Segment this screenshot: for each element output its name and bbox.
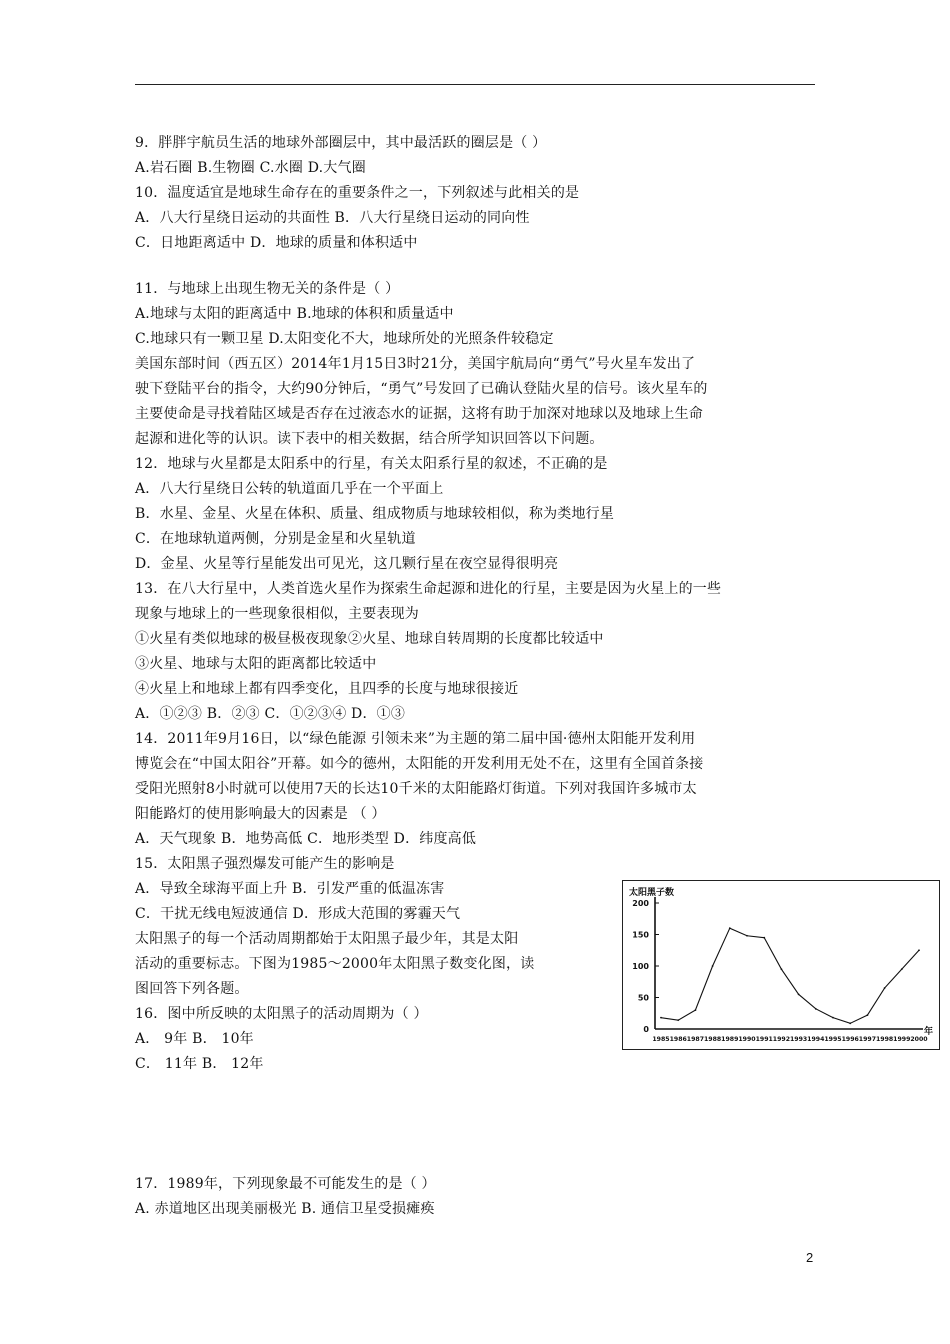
chart-title: 太阳黑子数 [629, 888, 675, 898]
x-tick-label: 1992 [772, 1036, 791, 1043]
text-line: 15．太阳黑子强烈爆发可能产生的影响是 [135, 856, 395, 872]
x-tick-label: 1986 [669, 1036, 687, 1043]
data-point [867, 1014, 869, 1016]
text-line: ③火星、地球与太阳的距离都比较适中 [135, 656, 377, 672]
text-line: 驶下登陆平台的指令，大约90分钟后，“勇气”号发回了已确认登陆火星的信号。该火星车的 [135, 381, 708, 397]
x-tick-label: 2000 [910, 1036, 928, 1043]
text-line: ①火星有类似地球的极昼极夜现象②火星、地球自转周期的长度都比较适中 [135, 631, 604, 647]
data-point [781, 968, 783, 970]
series-line [661, 928, 919, 1023]
data-point [712, 965, 714, 967]
text-line: D．金星、火星等行星能发出可见光，这几颗行星在夜空显得很明亮 [135, 556, 559, 572]
data-point [798, 993, 800, 995]
y-tick-label: 150 [632, 930, 649, 940]
x-tick-label: 1998 [875, 1036, 894, 1043]
text-line: C．干扰无线电短波通信 D．形成大范围的雾霾天气 [135, 906, 461, 922]
x-tick-label: 1989 [721, 1036, 739, 1043]
text-line: A.岩石圈 B.生物圈 C.水圈 D.大气圈 [135, 160, 366, 176]
y-tick-label: 0 [643, 1025, 649, 1034]
text-line: A．八大行星绕日公转的轨道面几乎在一个平面上 [135, 481, 444, 497]
text-line: C.地球只有一颗卫星 D.太阳变化不大，地球所处的光照条件较稳定 [135, 331, 554, 347]
text-line: 14．2011年9月16日，以“绿色能源 引领未来”为主题的第二届中国·德州太阳能开发利用 [135, 731, 696, 747]
data-point [832, 1017, 834, 1019]
text-line: A．天气现象 B．地势高低 C．地形类型 D．纬度高低 [135, 831, 477, 847]
x-tick-label: 1985 [652, 1036, 670, 1043]
header-rule [135, 84, 815, 85]
data-point [677, 1019, 679, 1021]
x-tick-label: 1993 [789, 1036, 808, 1043]
text-line: 太阳黑子的每一个活动周期都始于太阳黑子最少年，其是太阳 [135, 931, 519, 947]
x-tick-label: 1987 [686, 1036, 705, 1043]
y-tick-label: 200 [632, 899, 649, 908]
text-line: A．导致全球海平面上升 B．引发严重的低温冻害 [135, 881, 445, 897]
text-line: 17．1989年，下列现象最不可能发生的是（ ） [135, 1176, 436, 1192]
text-line: 13．在八大行星中，人类首选火星作为探索生命起源和进化的行星，主要是因为火星上的一些 [135, 581, 722, 597]
text-line: A. 赤道地区出现美丽极光 B. 通信卫星受损瘫痪 [135, 1201, 435, 1217]
sunspot-chart-svg [623, 881, 941, 1051]
chart-x-axis-label: 年 [924, 1027, 934, 1037]
text-line: 阳能路灯的使用影响最大的因素是 （ ） [135, 806, 386, 822]
data-point [884, 987, 886, 989]
y-tick-label: 50 [637, 993, 649, 1003]
data-point [695, 1009, 697, 1011]
text-line: 图回答下列各题。 [135, 981, 249, 997]
text-line: 博览会在“中国太阳谷”开幕。如今的德州，太阳能的开发利用无处不在，这里有全国首条接 [135, 756, 704, 772]
x-tick-label: 1988 [703, 1036, 722, 1043]
data-point [815, 1008, 817, 1010]
x-tick-label: 1995 [824, 1036, 842, 1043]
sunspot-chart [622, 880, 940, 1050]
text-line: ④火星上和地球上都有四季变化，且四季的长度与地球很接近 [135, 681, 519, 697]
text-line: A.地球与太阳的距离适中 B.地球的体积和质量适中 [135, 306, 454, 322]
data-point [660, 1017, 662, 1019]
text-line: 9．胖胖宇航员生活的地球外部圈层中，其中最活跃的圈层是（ ） [135, 135, 547, 151]
text-line: 12．地球与火星都是太阳系中的行星，有关太阳系行星的叙述，不正确的是 [135, 456, 608, 472]
text-line: A．①②③ B．②③ C．①②③④ D．①③ [135, 706, 406, 722]
y-tick-label: 100 [632, 962, 649, 971]
text-line: 起源和进化等的认识。读下表中的相关数据，结合所学知识回答以下问题。 [135, 431, 604, 447]
text-line: 16．图中所反映的太阳黑子的活动周期为（ ） [135, 1006, 428, 1022]
x-tick-label: 1996 [841, 1036, 859, 1043]
page-number: 2 [806, 1250, 814, 1265]
text-line: 活动的重要标志。下图为1985～2000年太阳黑子数变化图，读 [135, 956, 535, 972]
data-point [746, 935, 748, 937]
text-line: 10．温度适宜是地球生命存在的重要条件之一，下列叙述与此相关的是 [135, 185, 580, 201]
text-line: A． 9年 B． 10年 [135, 1031, 254, 1047]
text-line: C． 11年 B． 12年 [135, 1056, 264, 1072]
text-line: 美国东部时间（西五区）2014年1月15日3时21分，美国宇航局向“勇气”号火星车发出了 [135, 356, 696, 372]
x-tick-label: 1994 [807, 1036, 825, 1043]
x-tick-label: 1990 [738, 1036, 756, 1043]
text-line: 现象与地球上的一些现象很相似，主要表现为 [135, 606, 419, 622]
text-line: 受阳光照射8小时就可以使用7天的长达10千米的太阳能路灯街道。下列对我国许多城市太 [135, 781, 697, 797]
data-point [763, 937, 765, 939]
data-point [849, 1022, 851, 1024]
x-tick-label: 1997 [858, 1036, 877, 1043]
data-point [901, 968, 903, 970]
text-line: 11．与地球上出现生物无关的条件是（ ） [135, 281, 400, 297]
text-line: B．水星、金星、火星在体积、质量、组成物质与地球较相似，称为类地行星 [135, 506, 615, 522]
text-line: C．在地球轨道两侧，分别是金星和火星轨道 [135, 531, 416, 547]
text-line: 主要使命是寻找着陆区域是否存在过液态水的证据，这将有助于加深对地球以及地球上生命 [135, 406, 703, 422]
x-tick-label: 1999 [893, 1036, 911, 1043]
text-line: C．日地距离适中 D．地球的质量和体积适中 [135, 235, 418, 251]
data-point [918, 949, 920, 951]
x-tick-label: 1991 [755, 1036, 773, 1043]
data-point [729, 927, 731, 929]
text-line: A．八大行星绕日运动的共面性 B．八大行星绕日运动的同向性 [135, 210, 530, 226]
